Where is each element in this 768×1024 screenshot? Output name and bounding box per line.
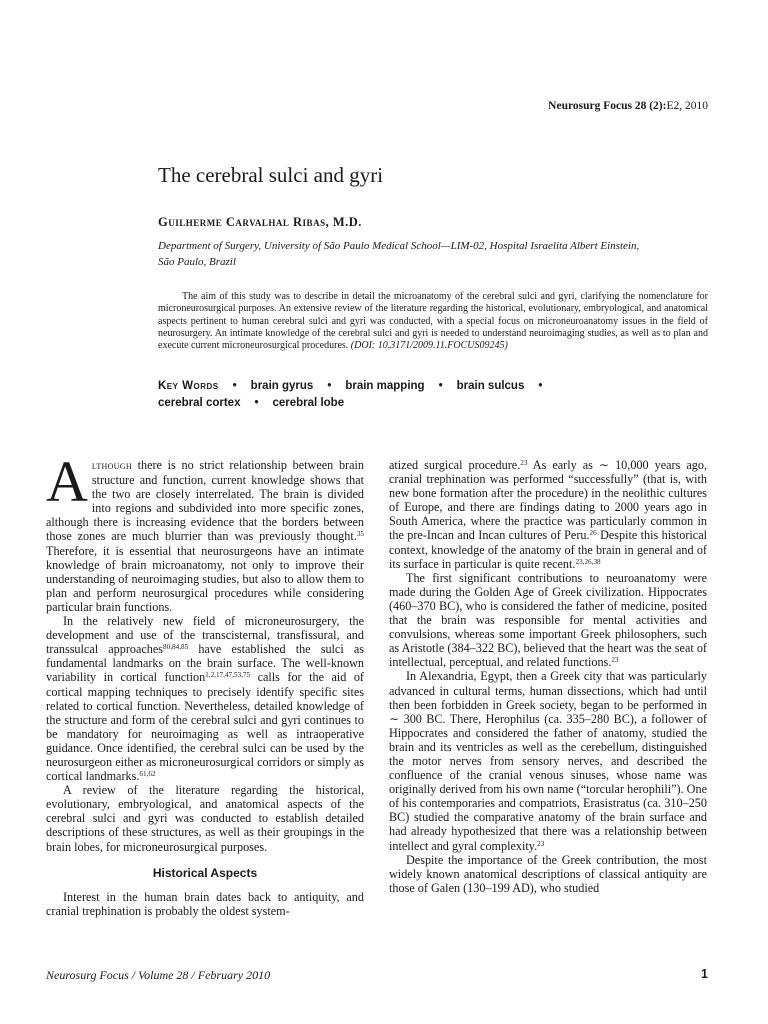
body-paragraph — [46, 614, 364, 783]
abstract — [158, 291, 708, 352]
page-number: 1 — [701, 967, 708, 981]
keyword-item: cerebral lobe — [272, 397, 345, 409]
citation-ref: 23 — [537, 839, 545, 848]
keyword-bullet: • — [254, 397, 259, 409]
section-heading: Historical Aspects — [152, 865, 258, 880]
citation-ref: 61,62 — [139, 770, 156, 779]
keyword-item: brain gyrus — [250, 380, 314, 392]
body-paragraph — [389, 669, 707, 852]
paragraph-text: have established the sulci as fundamental landmarks on the brain surface. The well-known variability in cortical function — [46, 642, 364, 685]
keyword-bullet: • — [538, 380, 543, 392]
body-paragraph: Despite the importance of the Greek contribution, the most widely known anatomical descriptions of classical antiquity are those of Galen (130–199 AD), who studied — [389, 852, 707, 895]
journal-ref-article: E2, 2010 — [666, 100, 708, 112]
keyword-item: brain mapping — [345, 380, 425, 392]
abstract-text: The aim of this study was to describe in detail the microanatomy of the cerebral sulci and gyri, clarifying the nomenclature for microneurosurgical purposes. An extensive review of the literature regarding the historical, evolutionary, embryological, and anatomical aspects pertinent to human cerebral sulci and gyri was conducted, with a special focus on microneuroanatomy issues in the field of neurosurgery. An intimate knowledge of the cerebral sulci and gyri is needed to understand neuroimaging studies, as well as to plan and execute current microneurosurgical procedures. — [158, 291, 708, 352]
paragraph-text: The first significant contributions to neuroanatomy were made during the Golden Age of Greek civilization. Hippocrates (460–370 BC), who is considered the father of medicine, posited that the brain was responsible for mental activities and convulsions, whereas some important Greek philosophers, such as Aristotle (384–322 BC), believed that the heart was the seat of intellectual, perceptual, and related functions. — [389, 570, 707, 670]
paragraph-text: In the relatively new field of microneurosurgery, the development and use of the transcisternal, transfissural, and transsulcal approaches — [46, 614, 364, 657]
drop-cap: A — [46, 449, 88, 514]
paragraph-text: Therefore, it is essential that neurosurgeons have an intimate knowledge of brain microanatomy, not only to improve their understanding of neuroimaging studies, but also to allow them to plan and perform neurosurgical procedures while considering particular brain functions. — [46, 543, 364, 614]
keyword-bullet: • — [232, 380, 237, 392]
citation-ref: 80,84,85 — [163, 643, 189, 652]
abstract-doi: (DOI: 10.3171/2009.11.FOCUS09245) — [350, 340, 508, 352]
footer-journal: Neurosurg Focus / Volume 28 / February 2010 — [46, 968, 271, 982]
affiliation-line-2: São Paulo, Brazil — [158, 256, 236, 268]
keyword-bullet: • — [327, 380, 332, 392]
paragraph-text: atized surgical procedure. — [389, 458, 521, 472]
keywords-heading: Key Words — [158, 380, 219, 392]
keyword-item: cerebral cortex — [158, 397, 241, 409]
paragraph-text: Despite this historical context, knowledge of the anatomy of the brain in general and of its surface in particular is quite recent. — [389, 528, 707, 571]
author-name: Guilherme Carvalhal Ribas, M.D. — [158, 215, 362, 229]
article-title: The cerebral sulci and gyri — [158, 163, 384, 187]
keyword-bullet: • — [438, 380, 443, 392]
citation-ref: 35 — [356, 530, 364, 539]
citation-ref: 1,2,17,47,53,75 — [205, 671, 251, 680]
body-paragraph — [389, 458, 707, 571]
paragraph-text: As early as ∼ 10,000 years ago, cranial trephination was performed “successfully” (that is, with new bone formation after the procedure) in the neolithic cultures of Europe, and there are findings dating to 2000 years ago in South America, where the practice was particularly common in the pre-Incan and Incan cultures of Peru. — [389, 458, 707, 543]
body-paragraph: Interest in the human brain dates back to antiquity, and cranial trephination is probably the oldest system- — [46, 889, 364, 918]
paragraph-text: In Alexandria, Egypt, then a Greek city that was particularly advanced in cultural terms, human dissections, which had until then been forbidden in Greek society, began to be performed in ∼ 300 BC. There, Herophilus (ca. 335–280 BC), a follower of Hippocrates and considered the father of anatomy, studied the brain and its ventricles as well as the cerebellum, distinguished the motor nerves from sensory nerves, and described the confluence of the cranial venous sinuses, whose name was originally derived from his own name (“torcular herophili”). One of his contemporaries and compatriots, Erasistratus (ca. 310–250 BC) studied the comparative anatomy of the brain surface and had already hypothesized that there was a relationship between intellect and gyral complexity. — [389, 669, 707, 853]
citation-ref: 26 — [589, 529, 597, 538]
body-paragraph — [389, 571, 707, 670]
body-paragraph — [46, 449, 364, 614]
paragraph-text: calls for the aid of cortical mapping techniques to precisely identify specific sites related to cortical function. Nevertheless, detailed knowledge of the structure and form of the cerebral sulci and gyri continues to be mandatory for neuroimaging as well as intraoperative guidance. Once identified, the cerebral sulci can be used by the neurosurgeon either as microneurosurgical corridors or simply as cortical landmarks. — [46, 670, 364, 784]
journal-ref-volume: Neurosurg Focus 28 (2): — [548, 100, 667, 112]
keywords — [158, 378, 708, 412]
keyword-item: brain sulcus — [456, 380, 525, 392]
lead-smallcaps: lthough — [91, 460, 132, 472]
affiliation-line-1: Department of Surgery, University of São Paulo Medical School—LIM-02, Hospital Israelita Albert Einstein, — [158, 240, 640, 252]
body-paragraph: A review of the literature regarding the historical, evolutionary, embryological, and anatomical aspects of the cerebral sulci and gyri was conducted to establish detailed descriptions of these structures, as well as their groupings in the brain lobes, for microneurosurgical purposes. — [46, 783, 364, 854]
citation-ref: 23 — [520, 459, 528, 467]
paragraph-text: there is no strict relationship between brain structure and function, current knowledge shows that the two are closely interrelated. The brain is divided into regions and subdivided into more specific zones, although there is increasing evidence that the borders between those zones are much blurrier than was previously thought. — [46, 458, 364, 544]
body-column-right — [389, 458, 707, 895]
journal-reference — [548, 100, 708, 112]
citation-ref: 23 — [611, 656, 619, 665]
body-column-left — [46, 449, 364, 918]
citation-ref: 23,26,38 — [575, 557, 601, 566]
author-affiliation — [158, 238, 708, 270]
